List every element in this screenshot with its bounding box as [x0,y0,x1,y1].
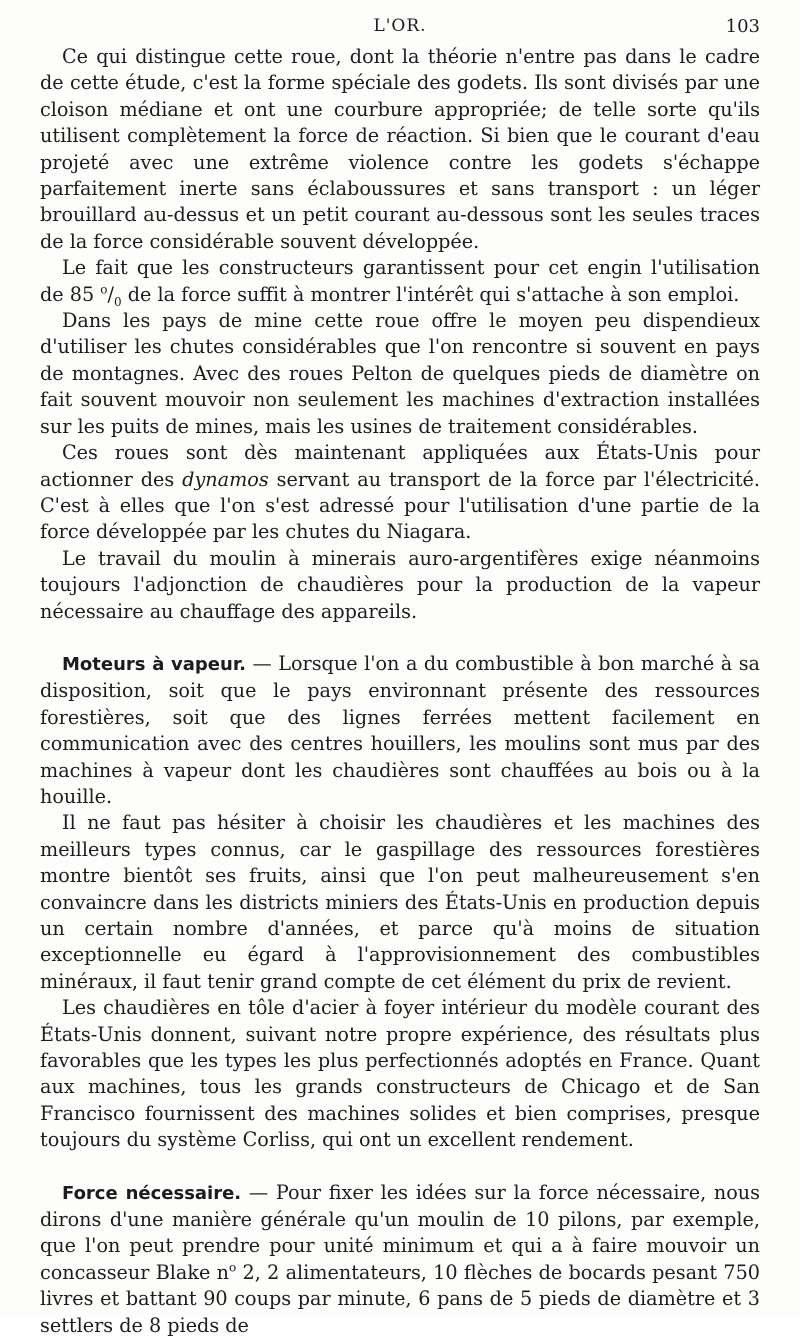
body-text [40,44,760,1339]
paragraph-text: servant au transport de la force par l'électricité. C'est à elles que l'on s'est adressé pour l'utilisation d'une partie de la force développée par les chutes du Niagara. [40,467,760,544]
numero-superscript: o [229,1260,237,1275]
page-number: 103 [725,16,760,37]
percent-sign-top: o [100,282,108,297]
paragraph-mining-countries: Dans les pays de mine cette roue offre le moyen peu dispendieux d'utiliser les chutes considérables que l'on rencontre si souvent en pays de montagnes. Avec des roues Pelton de quelques pieds de diamètre on fait souvent mouvoir non seulement les machines d'extraction installées sur les puits de mines, mais les usines de traitement considérables. [40,309,760,438]
paragraph-steel-boilers: Les chaudières en tôle d'acier à foyer intérieur du modèle courant des États-Unis donnent, suivant notre propre expérience, des résultats plus favorables que les types les plus perfectionnés adoptés en France. Quant aux machines, tous les grands constructeurs de Chicago et de San Francisco fournissent des machines solides et bien comprises, presque toujours du système Corliss, qui ont un excellent rendement. [40,996,760,1152]
paragraph-choose-boilers: Il ne faut pas hésiter à choisir les chaudières et les machines des meilleurs types connus, car le gaspillage des ressources forestières montre bientôt ses fruits, ainsi que l'on peut malheureusement s'en convaincre dans les districts miniers des États-Unis en production depuis un certain nombre d'années, et parce qu'à moins de situation exceptionnelle eu égard à l'approvisionnement des combustibles minéraux, il faut tenir grand compte de cet élément du prix de revient. [40,811,760,993]
paragraph-text: Ces roues sont dès maintenant appliquées aux États-Unis pour actionner des [40,441,760,491]
heading-dash: — [245,651,279,675]
paragraph-text: 2, 2 alimentateurs, 10 flèches de bocards pesant 750 livres et battant 90 coups par minute, 6 pans de 5 pieds de diamètre et 3 settlers de 8 pieds de [40,1260,760,1337]
paragraph-text: Le fait que les constructeurs garantissent pour cet engin l'utilisation de 85 [40,256,760,306]
paragraph-text: de la force suffit à montrer l'intérêt qui s'attache à son emploi. [121,282,740,306]
paragraph-text: Pour fixer les idées sur la force nécessaire, nous dirons d'une manière générale qu'un moulin de 10 pilons, par exemple, que l'on peut prendre pour unité minimum et qui a à faire mouvoir un concasseur Blake n [40,1180,761,1284]
heading-dash: — [241,1180,276,1204]
italic-term: dynamos [182,467,269,491]
paragraph-dynamos [40,440,760,546]
paragraph-pelton-buckets: Ce qui distingue cette roue, dont la théorie n'entre pas dans le cadre de cette étude, c'est la forme spéciale des godets. Ils sont divisés par une cloison médiane et ont une courbure appropriée; de telle sorte qu'ils utilisent complètement la force de réaction. Si bien que le courant d'eau projeté avec une extrême violence contre les godets s'échappe parfaitement inerte sans éclaboussures et sans transport : un léger brouillard au-dessus et un petit courant au-dessous sont les seules traces de la force considérable souvent développée. [40,45,760,253]
section-heading: Force nécessaire. [62,1182,242,1204]
section-heading: Moteurs à vapeur. [62,653,246,675]
paragraph-efficiency [40,255,760,308]
percent-sign-bottom: 0 [113,294,122,309]
running-title: L'OR. [373,16,427,36]
paragraph-boilers-needed: Le travail du moulin à minerais auro-argentifères exige néanmoins toujours l'adjonction de chaudières pour la production de la vapeur nécessaire au chauffage des appareils. [40,546,760,623]
percent-sign-slash: / [107,282,114,306]
page-header [40,16,760,42]
section-steam-engines [40,651,760,810]
section-required-force [40,1180,760,1339]
paragraph-text: Lorsque l'on a du combustible à bon marché à sa disposition, soit que le pays environnant présente des ressources forestières, soit que des lignes ferrées mettent facilement en communication avec des centres houillers, les moulins sont mus par des machines à vapeur dont les chaudières sont chauffées au bois ou à la houille. [40,651,760,808]
